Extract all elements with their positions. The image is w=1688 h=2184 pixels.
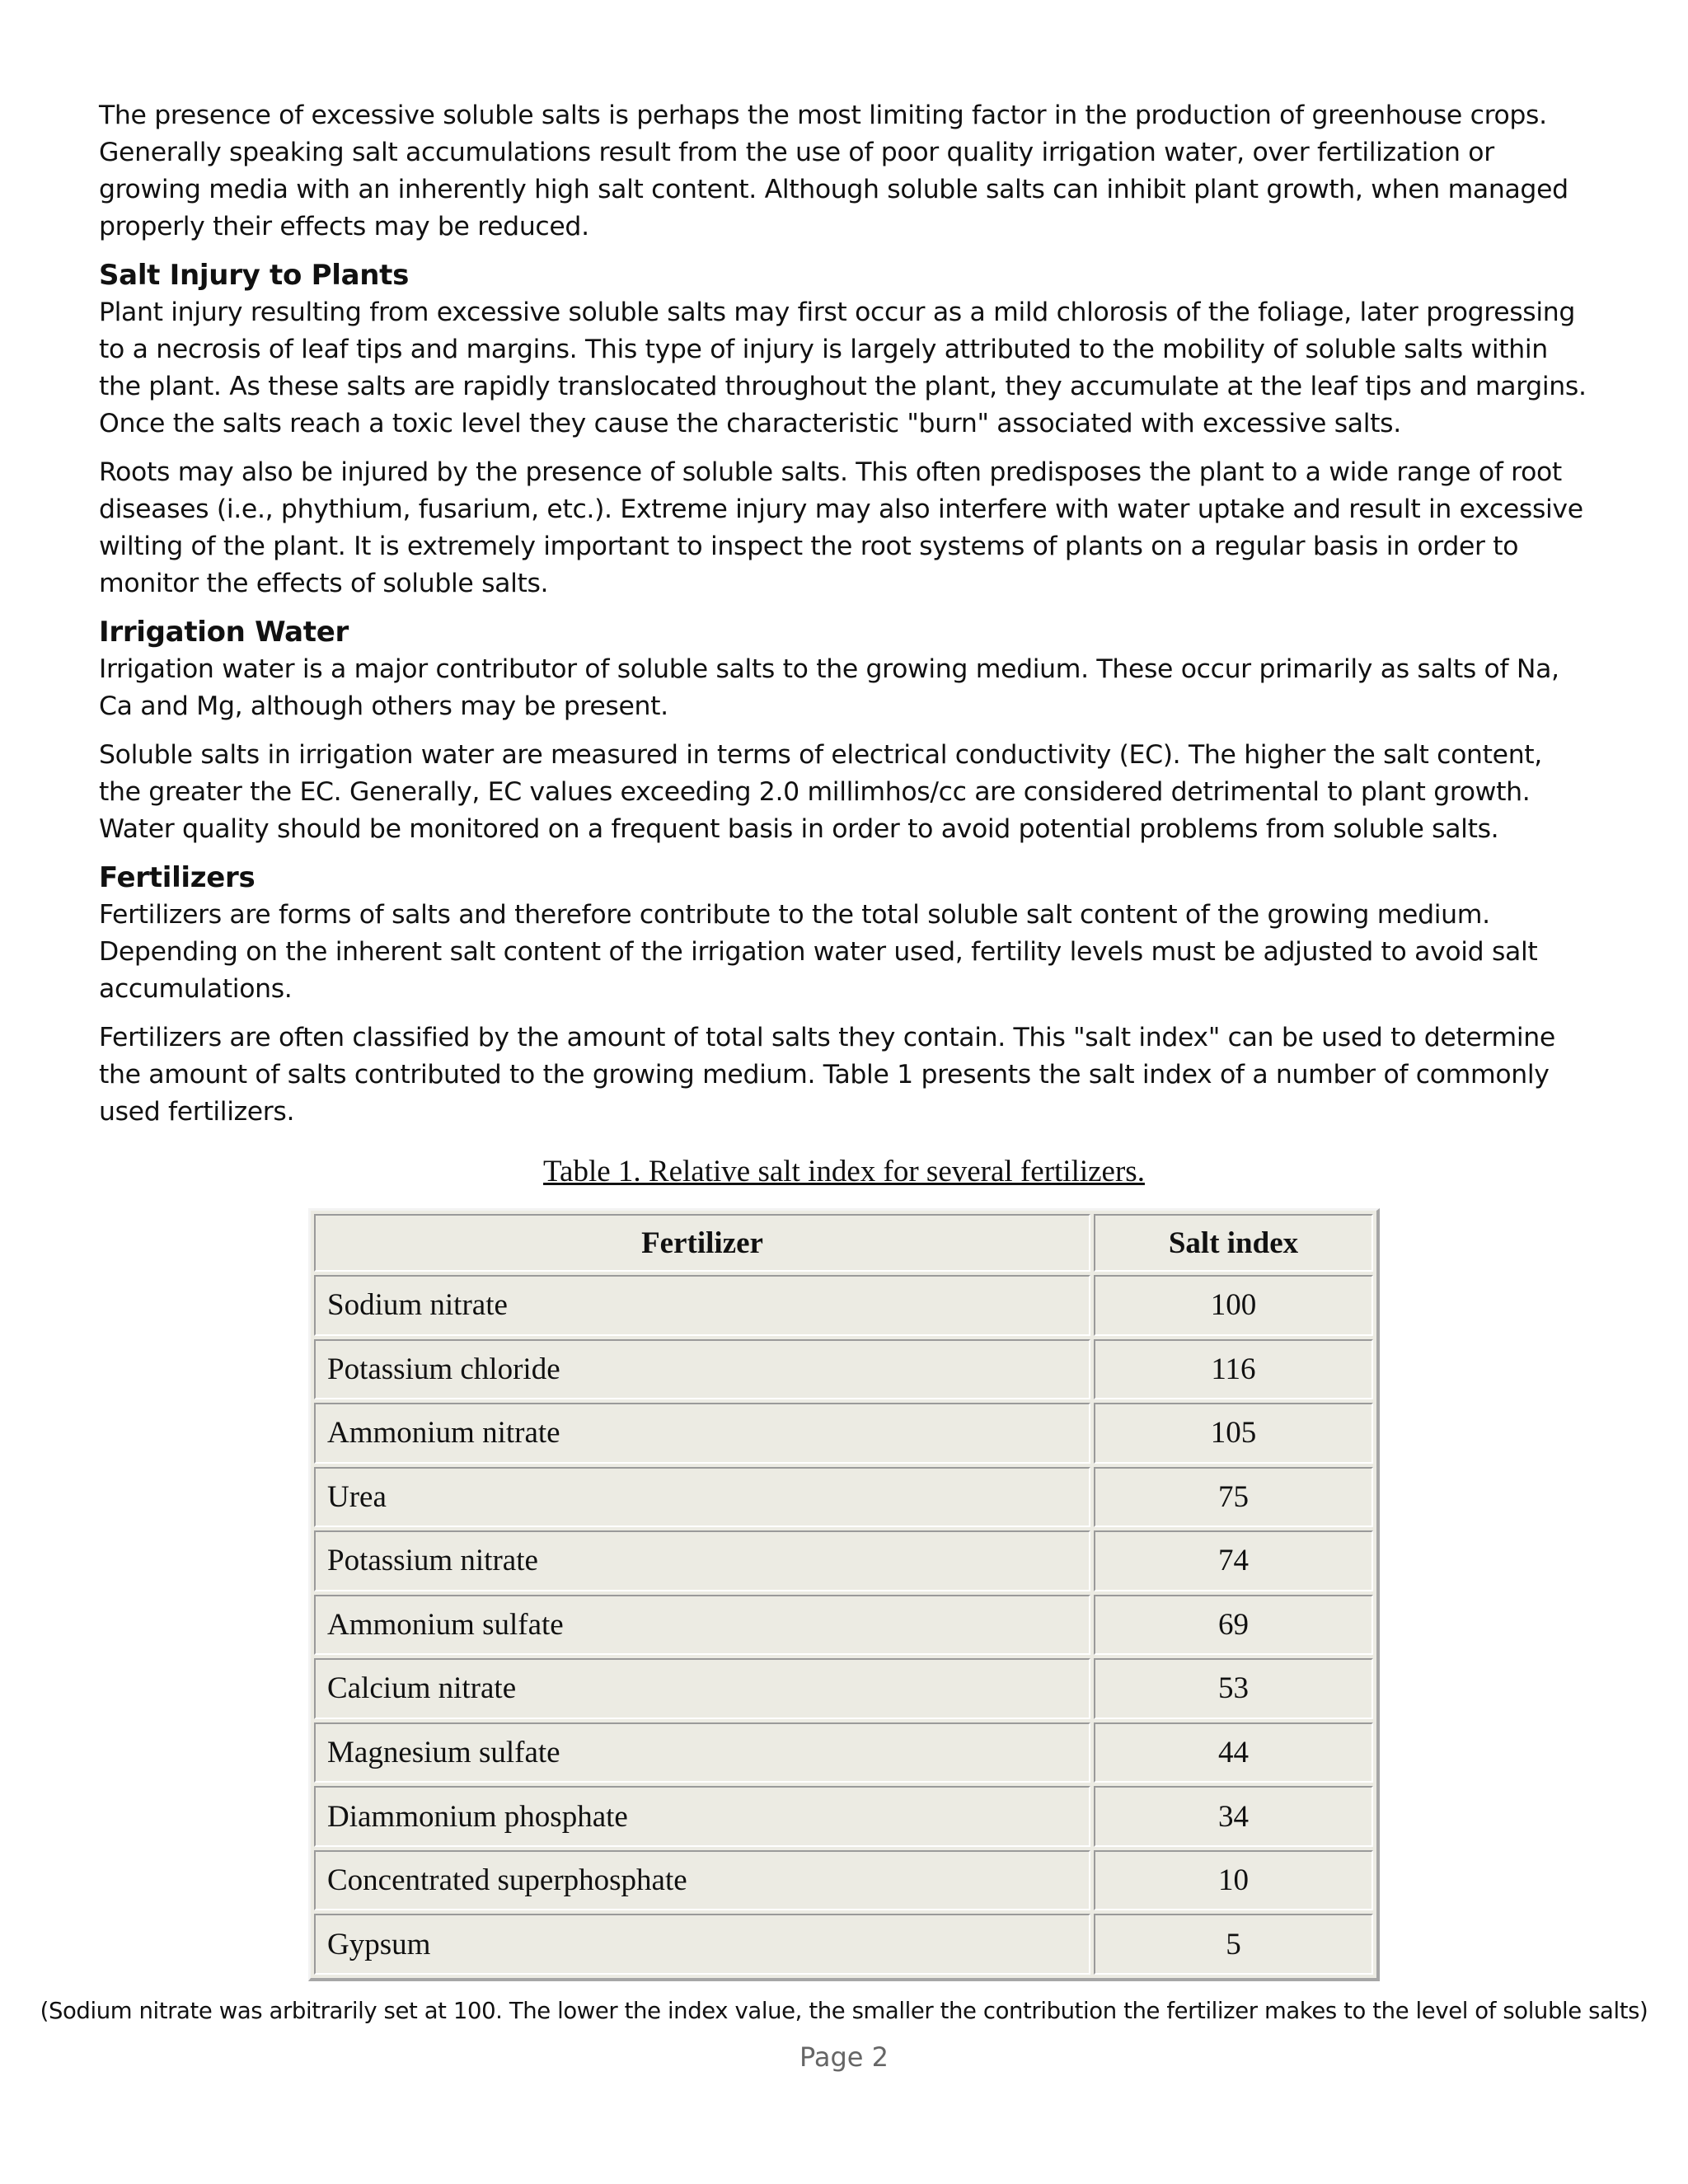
table-header-row xyxy=(314,1214,1373,1272)
table-row xyxy=(314,1403,1373,1464)
table-row xyxy=(314,1275,1373,1336)
salt-index-cell: 5 xyxy=(1094,1914,1373,1975)
fertilizer-name-cell: Ammonium nitrate xyxy=(314,1403,1090,1464)
fertilizer-name-cell: Potassium chloride xyxy=(314,1339,1090,1400)
fertilizer-name-cell: Magnesium sulfate xyxy=(314,1722,1090,1783)
fertilizer-name-cell: Sodium nitrate xyxy=(314,1275,1090,1336)
salt-index-table xyxy=(308,1208,1380,1981)
table-footnote: (Sodium nitrate was arbitrarily set at 100. The lower the index value, the smaller the contribution the fertilizer makes to the level of soluble salts) xyxy=(40,1998,1648,2024)
table-row xyxy=(314,1722,1373,1783)
salt-index-cell: 100 xyxy=(1094,1275,1373,1336)
salt-injury-paragraph-1: Plant injury resulting from excessive soluble salts may first occur as a mild chlorosis of the foliage, later progressing to a necrosis of leaf tips and margins. This type of injury is largely attributed to the mobility of soluble salts within the plant. As these salts are rapidly translocated throughout the plant, they accumulate at the leaf tips and margins. Once the salts reach a toxic level they cause the characteristic "burn" associated with excessive salts. xyxy=(99,298,1587,438)
salt-index-cell: 69 xyxy=(1094,1595,1373,1656)
fertilizer-name-cell: Concentrated superphosphate xyxy=(314,1850,1090,1911)
salt-index-cell: 10 xyxy=(1094,1850,1373,1911)
fertilizer-name-cell: Diammonium phosphate xyxy=(314,1786,1090,1847)
salt-index-cell: 75 xyxy=(1094,1467,1373,1528)
fertilizer-name-cell: Calcium nitrate xyxy=(314,1658,1090,1719)
column-header-fertilizer: Fertilizer xyxy=(314,1214,1090,1272)
section-heading-salt-injury: Salt Injury to Plants xyxy=(99,259,410,292)
page-number: Page 2 xyxy=(799,2041,889,2073)
fertilizer-name-cell: Gypsum xyxy=(314,1914,1090,1975)
salt-index-cell: 44 xyxy=(1094,1722,1373,1783)
table-row xyxy=(314,1339,1373,1400)
salt-index-cell: 34 xyxy=(1094,1786,1373,1847)
table-caption: Table 1. Relative salt index for several fertilizers. xyxy=(543,1155,1145,1188)
fertilizers-paragraph-1: Fertilizers are forms of salts and therefore contribute to the total soluble salt content of the growing medium. Depending on the inherent salt content of the irrigation water used, fertility levels must be adjusted to avoid salt accumulations. xyxy=(99,900,1538,1004)
table-row xyxy=(314,1530,1373,1591)
fertilizers-paragraph-2: Fertilizers are often classified by the amount of total salts they contain. This "salt index" can be used to determine the amount of salts contributed to the growing medium. Table 1 presents the salt index of a number of commonly used fertilizers. xyxy=(99,1023,1555,1127)
table-row xyxy=(314,1914,1373,1975)
salt-injury-paragraph-2: Roots may also be injured by the presence of soluble salts. This often predisposes the plant to a wide range of root diseases (i.e., phythium, fusarium, etc.). Extreme injury may also interfere with water uptake and result in excessive wilting of the plant. It is extremely important to inspect the root systems of plants on a regular basis in order to monitor the effects of soluble salts. xyxy=(99,457,1583,598)
salt-index-cell: 74 xyxy=(1094,1530,1373,1591)
document-body xyxy=(99,97,1591,1142)
irrigation-paragraph-1: Irrigation water is a major contributor of soluble salts to the growing medium. These occur primarily as salts of Na, Ca and Mg, although others may be present. xyxy=(99,654,1559,721)
table-row xyxy=(314,1786,1373,1847)
fertilizer-name-cell: Ammonium sulfate xyxy=(314,1595,1090,1656)
table-row xyxy=(314,1658,1373,1719)
section-heading-irrigation-water: Irrigation Water xyxy=(99,616,349,649)
irrigation-paragraph-2: Soluble salts in irrigation water are measured in terms of electrical conductivity (EC). The higher the salt content, the greater the EC. Generally, EC values exceeding 2.0 millimhos/cc are considered detrimental to plant growth. Water quality should be monitored on a frequent basis in order to avoid potential problems from soluble salts. xyxy=(99,740,1542,844)
fertilizer-name-cell: Urea xyxy=(314,1467,1090,1528)
salt-index-cell: 116 xyxy=(1094,1339,1373,1400)
salt-index-cell: 53 xyxy=(1094,1658,1373,1719)
column-header-salt-index: Salt index xyxy=(1094,1214,1373,1272)
salt-index-cell: 105 xyxy=(1094,1403,1373,1464)
fertilizer-name-cell: Potassium nitrate xyxy=(314,1530,1090,1591)
table-row xyxy=(314,1467,1373,1528)
intro-paragraph: The presence of excessive soluble salts is perhaps the most limiting factor in the production of greenhouse crops. Generally speaking salt accumulations result from the use of poor quality irrigation water, over fertilization or growing media with an inherently high salt content. Although soluble salts can inhibit plant growth, when managed properly their effects may be reduced. xyxy=(99,101,1568,241)
section-heading-fertilizers: Fertilizers xyxy=(99,861,256,894)
table-row xyxy=(314,1850,1373,1911)
salt-index-table-grid xyxy=(311,1211,1376,1978)
table-row xyxy=(314,1595,1373,1656)
